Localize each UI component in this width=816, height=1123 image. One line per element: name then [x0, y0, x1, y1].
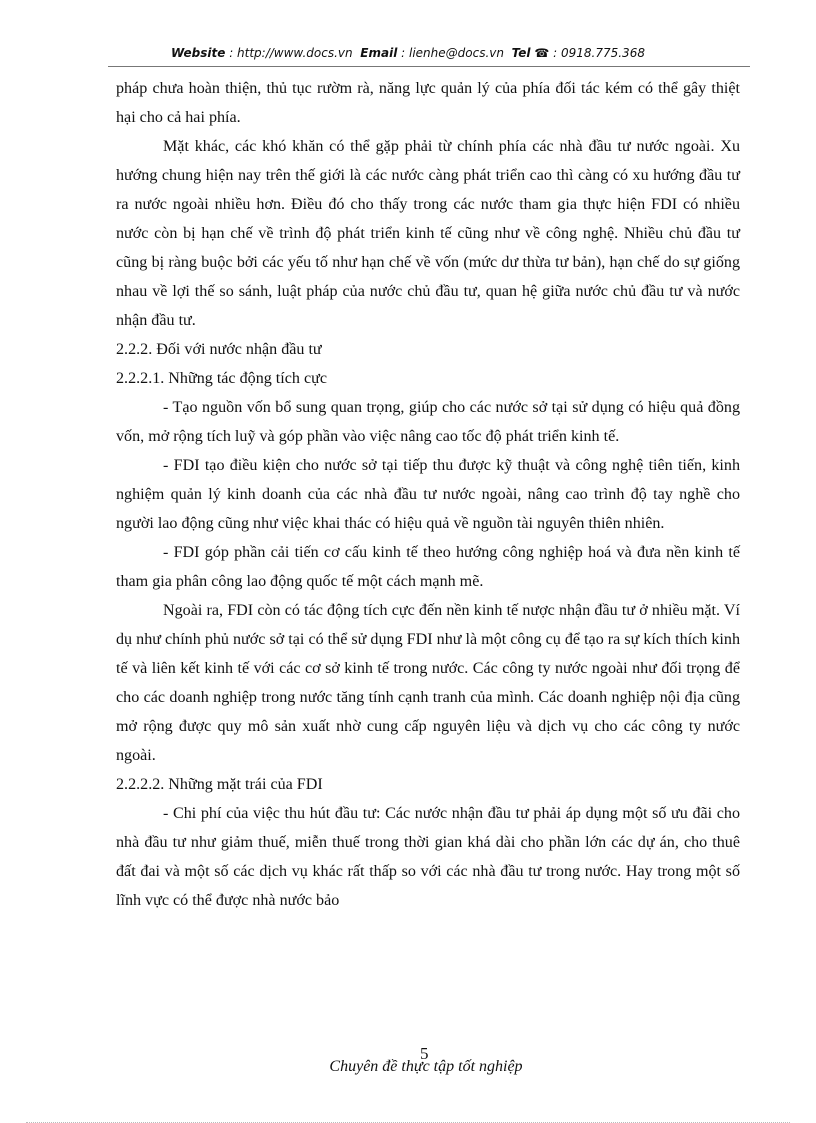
bullet-technology-transfer: - FDI tạo điều kiện cho nước sở tại tiếp thu được kỹ thuật và công nghệ tiên tiến, kinh nghiệm quản lý kinh doanh của các nhà đầu tư nước ngoài, nâng cao trình độ tay nghề cho người lao động cũng như việc khai thác có hiệu quả về nguồn tài nguyên thiên nhiên. — [116, 457, 740, 532]
website-label: Website — [171, 46, 226, 60]
paragraph-other-positive-effects: Ngoài ra, FDI còn có tác động tích cực đến nền kinh tế nược nhận đầu tư ở nhiều mặt. Ví dụ như chính phủ nước sở tại có thể sử dụng FDI như là một công cụ để tạo ra sự kích thích kinh tế và liên kết kinh tế với các cơ sở kinh tế trong nước. Các công ty nước ngoài như đối trọng để cho các doanh nghiệp trong nước tăng tính cạnh tranh của mình. Các doanh nghiệp nội địa cũng mở rộng được quy mô sản xuất nhờ cung cấp nguyên liệu và dịch vụ cho các công ty nước ngoài. — [116, 602, 740, 764]
footer-title: Chuyên đề thực tập tốt nghiệp — [329, 1058, 523, 1075]
tel-value: : 0918.775.368 — [553, 46, 645, 60]
paragraph-investor-difficulties: Mặt khác, các khó khăn có thể gặp phải từ chính phía các nhà đầu tư nước ngoài. Xu hướng chung hiện nay trên thế giới là các nước càng phát triển cao thì càng có xu hướng đầu tư ra nước ngoài nhiều hơn. Điều đó cho thấy trong các nước tham gia thực hiện FDI có nhiều nước còn bị hạn chế về trình độ phát triển kinh tế cũng như về công nghệ. Nhiều chủ đầu tư cũng bị ràng buộc bởi các yếu tố như hạn chế về vốn (mức dư thừa tư bản), hạn chế do sự giống nhau về lợi thế so sánh, luật pháp của nước chủ đầu tư, quan hệ giữa nước chủ đầu tư và nước nhận đầu tư. — [116, 138, 740, 329]
email-value: : lienhe@docs.vn — [401, 46, 504, 60]
tel-label: Tel — [511, 46, 531, 60]
bullet-attraction-costs: - Chi phí của việc thu hút đầu tư: Các nước nhận đầu tư phải áp dụng một số ưu đãi cho nhà đầu tư như giảm thuế, miễn thuế trong thời gian khá dài cho phần lớn các dự án, cho thuê đất đai và một số các dịch vụ khác rất thấp so với các nhà đầu tư trong nước. Hay trong một số lĩnh vực có thể được nhà nước bảo — [116, 805, 740, 909]
phone-icon: ☎ — [534, 46, 550, 60]
page-number: 5 — [420, 1044, 429, 1063]
section-heading-host-country: 2.2.2. Đối với nước nhận đầu tư — [116, 341, 322, 358]
bullet-economic-structure: - FDI góp phần cải tiến cơ cấu kinh tế theo hướng công nghiệp hoá và đưa nền kinh tế tham gia phân công lao động quốc tế một cách mạnh mẽ. — [116, 544, 740, 590]
bullet-capital-source: - Tạo nguồn vốn bổ sung quan trọng, giúp cho các nước sở tại sử dụng có hiệu quả đồng vốn, mở rộng tích luỹ và góp phần vào việc nâng cao tốc độ phát triển kinh tế. — [116, 399, 740, 445]
header-divider — [108, 66, 750, 67]
subsection-heading-negative-aspects: 2.2.2.2. Những mặt trái của FDI — [116, 776, 323, 793]
website-value: : http://www.docs.vn — [229, 46, 353, 60]
page-header — [0, 46, 816, 60]
email-label: Email — [360, 46, 398, 60]
subsection-heading-positive-impacts: 2.2.2.1. Những tác động tích cực — [116, 370, 327, 387]
paragraph-continuation: pháp chưa hoàn thiện, thủ tục rườm rà, năng lực quản lý của phía đối tác kém có thể gây thiệt hại cho cả hai phía. — [116, 80, 740, 126]
document-body — [116, 74, 740, 915]
